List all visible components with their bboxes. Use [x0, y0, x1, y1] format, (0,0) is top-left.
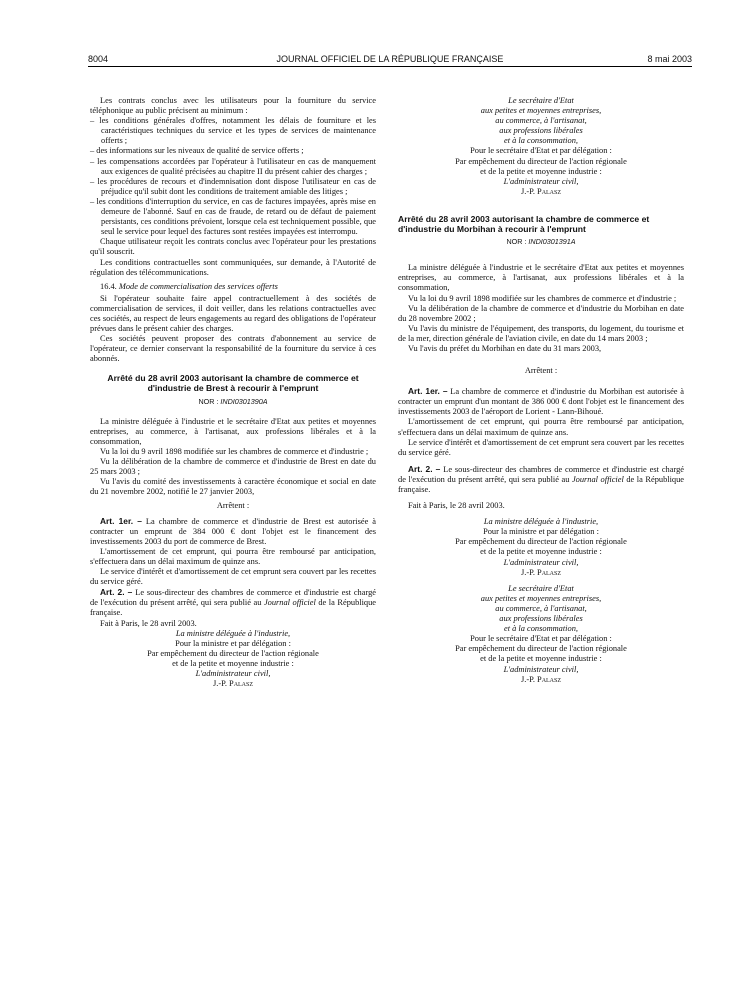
right-column	[398, 96, 684, 685]
paragraph: Vu l'avis du comité des investissements à caractère économique et social en date du 21 novembre 2002, notifié le 27 janvier 2003,	[90, 477, 376, 497]
paragraph-si: Si l'opérateur souhaite faire appel contractuellement à des sociétés de commercialisation de services, il doit veiller, dans les relations contractuelles avec ces sociétés, au respect de leurs engagements au regard des obligations de l'opérateur prévues dans le présent cahier des charges.	[90, 293, 376, 334]
paragraph: Vu la loi du 9 avril 1898 modifiée sur les chambres de commerce et d'industrie ;	[100, 447, 369, 456]
decree-title-morbihan: Arrêté du 28 avril 2003 autorisant la chambre de commerce et d'industrie du Morbihan à recourir à l'emprunt	[398, 213, 650, 234]
nor-reference: NOR : INDI0301390A	[198, 396, 268, 406]
article-2: Art. 2. – Le sous-directeur des chambres de commerce et d'industrie est chargé de l'exécution du présent arrêté, qui sera publié au Journal officiel de la République française.	[90, 587, 377, 618]
paragraph: Vu l'avis du préfet du Morbihan en date du 31 mars 2003,	[408, 343, 602, 353]
spacer	[398, 354, 684, 362]
section-heading: 16.4. Mode de commercialisation des services offerts	[100, 281, 278, 291]
decree-title-brest: Arrêté du 28 avril 2003 autorisant la chambre de commerce et d'industrie de Brest à recourir à l'emprunt	[107, 373, 359, 394]
contracts-intro: Les contrats conclus avec les utilisateurs pour la fourniture du service téléphonique au public précisent au minimum :	[90, 96, 376, 116]
paragraph: La ministre déléguée à l'industrie et le secrétaire d'Etat aux petites et moyennes entreprises, au commerce, à l'artisanat, aux professions libérales et à la consommation,	[90, 416, 376, 446]
paragraph: Le service d'intérêt et d'amortissement de cet emprunt sera couvert par les recettes du service géré.	[90, 567, 376, 587]
page-header	[88, 52, 692, 66]
signature-block: Le secrétaire d'Etat aux petites et moyennes entreprises, au commerce, à l'artisanat, aux professions libérales et à la consommation, Pour le secrétaire d'Etat et par délégation : Par empêchement du directeur de l'action régionale et de la petite et moyenne industrie : L'administrateur civil, J.-P. Palasz	[455, 96, 627, 196]
paragraph: Vu la loi du 9 avril 1898 modifiée sur les chambres de commerce et d'industrie ;	[408, 293, 677, 303]
page-number: 8004	[88, 54, 109, 64]
paragraph: L'amortissement de cet emprunt, qui pourra être remboursé par anticipation, s'effectuera dans un délai maximum de quinze ans.	[398, 417, 684, 437]
article-1: Art. 1er. – La chambre de commerce et d'industrie de Brest est autorisée à contracter un emprunt de 384 000 € dont l'objet est le financement des investissements 2003 du port de commerce de Brest.	[90, 515, 376, 546]
fait-a-paris: Fait à Paris, le 28 avril 2003.	[408, 501, 505, 511]
paragraph: L'amortissement de cet emprunt, qui pourra être remboursé par anticipation, s'effectuera dans un délai maximum de quinze ans.	[90, 546, 376, 566]
signature-block: La ministre déléguée à l'industrie, Pour la ministre et par délégation : Par empêchement du directeur de l'action régionale et de la petite et moyenne industrie : L'administrateur civil, J.-P. Palasz	[455, 517, 627, 577]
article-1: Art. 1er. – La chambre de commerce et d'industrie du Morbihan est autorisée à contracter un emprunt d'un montant de 386 000 € dont l'objet est le financement des investissements 2003 de l'aéroport de Lorient - Lann-Bihoué.	[398, 386, 684, 417]
paragraph-chaque: Chaque utilisateur reçoit les contrats conclus avec l'opérateur pour les prestations qu'il souscrit.	[90, 237, 376, 257]
paragraph: La ministre déléguée à l'industrie et le secrétaire d'Etat aux petites et moyennes entreprises, au commerce, à l'artisanat, aux professions libérales et à la consommation,	[398, 263, 684, 293]
list-item: – les procédures de recours et d'indemnisation dont dispose l'utilisateur en cas de préjudice qu'il subit dont les conditions de traitement amiable des litiges ;	[90, 176, 376, 196]
signature-block: Le secrétaire d'Etat aux petites et moyennes entreprises, au commerce, à l'artisanat, aux professions libérales et à la consommation, Pour le secrétaire d'Etat et par délégation : Par empêchement du directeur de l'action régionale et de la petite et moyenne industrie : L'administrateur civil, J.-P. Palasz	[455, 583, 627, 684]
list-item: – les compensations accordées par l'opérateur à l'utilisateur en cas de manquement aux exigences de qualité précisées au chapitre II du présent cahier des charges ;	[90, 156, 376, 176]
spacer	[398, 197, 684, 205]
left-column	[90, 96, 376, 689]
paragraph-societes: Ces sociétés peuvent proposer des contrats d'abonnement au service de l'opérateur, ce dernier conservant la responsabilité de la fourniture du service à ces abonnés.	[90, 334, 376, 364]
paragraph: Vu la délibération de la chambre de commerce et d'industrie du Morbihan en date du 28 novembre 2002 ;	[398, 303, 684, 323]
signature-block: La ministre déléguée à l'industrie, Pour la ministre et par délégation : Par empêchement du directeur de l'action régionale et de la petite et moyenne industrie : L'administrateur civil, J.-P. Palasz	[147, 628, 319, 689]
arretent: Arrêtent :	[216, 501, 250, 511]
journal-title: JOURNAL OFFICIEL DE LA RÉPUBLIQUE FRANÇAISE	[276, 54, 504, 64]
paragraph: Vu la délibération de la chambre de commerce et d'industrie de Brest en date du 25 mars 2003 ;	[90, 457, 376, 477]
issue-date: 8 mai 2003	[647, 54, 692, 64]
list-item: – les conditions d'interruption du service, en cas de factures impayées, après mise en demeure de l'abonné. Sauf en cas de fraude, de retard ou de défaut de paiement persistants, ces conditions prévoient, lorsque cela est techniquement possible, que seul le service pour lequel des factures sont restées impayées est interrompu.	[90, 196, 376, 237]
header-rule	[88, 66, 692, 67]
paragraph-conditions: Les conditions contractuelles sont communiquées, sur demande, à l'Autorité de régulation des télécommunications.	[90, 257, 376, 277]
paragraph: Vu l'avis du ministre de l'équipement, des transports, du logement, du tourisme et de la mer, direction générale de l'aviation civile, en date du 14 mars 2003 ;	[398, 323, 684, 343]
article-2: Art. 2. – Le sous-directeur des chambres de commerce et d'industrie est chargé de l'exécution du présent arrêté, qui sera publié au Journal officiel de la République française.	[398, 463, 685, 494]
paragraph: Le service d'intérêt et d'amortissement de cet emprunt sera couvert par les recettes du service géré.	[398, 437, 684, 457]
fait-a-paris: Fait à Paris, le 28 avril 2003.	[100, 618, 197, 628]
list-item: – des informations sur les niveaux de qualité de service offerts ;	[90, 146, 304, 156]
nor-reference: NOR : INDI0301391A	[506, 237, 576, 247]
arretent: Arrêtent :	[524, 366, 558, 376]
list-item: – les conditions générales d'offres, notamment les délais de fourniture et les caractéristiques techniques du service et les types de services de maintenance offerts ;	[90, 116, 376, 146]
